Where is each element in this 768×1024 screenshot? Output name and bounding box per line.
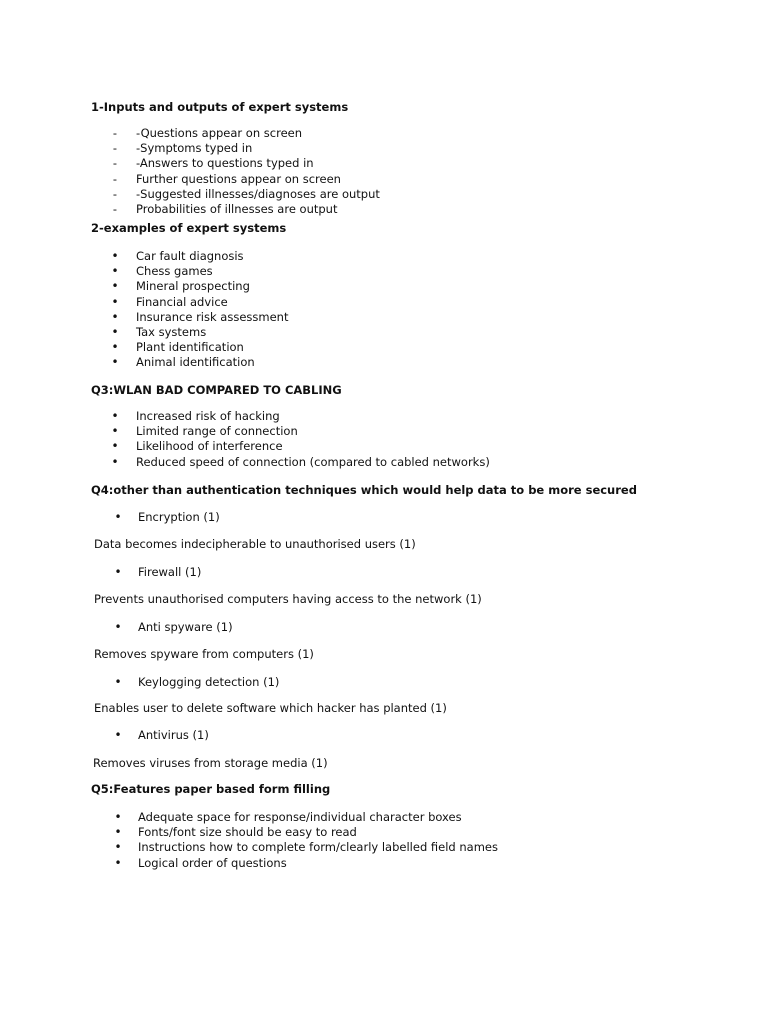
list-item: • Increased risk of hacking [111, 409, 280, 423]
section-1-heading: 1-Inputs and outputs of expert systems [91, 100, 349, 114]
bullet-icon: • [114, 825, 122, 840]
list-item: • Limited range of connection [111, 424, 298, 439]
list-item: • Mineral prospecting [111, 279, 250, 294]
bullet-icon: • [111, 264, 119, 279]
list-item: • Fonts/font size should be easy to read [114, 825, 357, 840]
list-item: - Probabilities of illnesses are output [0, 202, 768, 217]
bullet-icon: • [111, 324, 119, 339]
section-4-heading: Q4:other than authentication techniques which would help data to be more secured [91, 483, 637, 497]
bullet-icon: • [114, 675, 122, 689]
section-1-list [0, 126, 768, 217]
bullet-icon: • [111, 454, 119, 469]
section-2-list [0, 249, 768, 371]
section-4-item-2 [0, 565, 768, 580]
bullet-icon: • [111, 424, 119, 439]
bullet-icon: • [111, 409, 119, 423]
list-item: • Encryption (1) [114, 510, 220, 524]
list-item: • Tax systems [111, 324, 207, 339]
list-item: - Further questions appear on screen [0, 172, 768, 187]
bullet-icon: • [114, 728, 122, 742]
bullet-icon: • [111, 309, 119, 324]
list-item: • Reduced speed of connection (compared to cabled networks) [111, 454, 490, 469]
section-4-explanation-1: Data becomes indecipherable to unauthorised users (1) [94, 537, 416, 551]
bullet-icon: • [111, 439, 119, 454]
bullet-icon: • [111, 340, 119, 355]
bullet-icon: • [114, 810, 122, 824]
list-item: • Chess games [111, 264, 213, 279]
section-5-heading: Q5:Features paper based form filling [91, 782, 331, 796]
bullet-icon: • [111, 279, 119, 294]
bullet-icon: • [111, 249, 119, 263]
list-item: • Logical order of questions [114, 855, 287, 870]
section-3-heading: Q3:WLAN BAD COMPARED TO CABLING [91, 383, 342, 397]
dash-marker: - [112, 186, 118, 201]
section-4-item-5 [0, 728, 768, 743]
bullet-icon: • [111, 355, 119, 370]
section-4-explanation-5: Removes viruses from storage media (1) [93, 756, 328, 770]
section-4-explanation-4: Enables user to delete software which hacker has planted (1) [94, 701, 447, 715]
bullet-icon: • [111, 294, 119, 309]
section-2-heading: 2-examples of expert systems [91, 221, 287, 235]
list-item: • Car fault diagnosis [111, 249, 244, 263]
section-3-list [0, 409, 768, 470]
section-4-explanation-3: Removes spyware from computers (1) [94, 647, 314, 661]
list-item: • Antivirus (1) [114, 728, 209, 742]
bullet-icon: • [114, 565, 122, 579]
section-4-item-3 [0, 620, 768, 635]
list-item: - -Questions appear on screen [0, 126, 768, 141]
list-item: - -Suggested illnesses/diagnoses are output [0, 187, 768, 202]
section-5-list [0, 810, 768, 871]
dash-marker: - [112, 201, 118, 216]
list-item: • Anti spyware (1) [114, 620, 233, 634]
bullet-icon: • [114, 855, 122, 870]
bullet-icon: • [114, 620, 122, 634]
dash-marker: - [112, 171, 118, 186]
section-4-item-1 [0, 510, 768, 525]
list-item: • Animal identification [111, 355, 255, 370]
list-item: • Firewall (1) [114, 565, 202, 579]
dash-marker: - [112, 156, 118, 171]
list-item: • Financial advice [111, 294, 228, 309]
bullet-icon: • [114, 510, 122, 524]
list-item: - -Symptoms typed in [0, 141, 768, 156]
bullet-icon: • [114, 840, 122, 855]
list-item: • Plant identification [111, 340, 244, 355]
section-4-item-4 [0, 675, 768, 690]
dash-marker: - [112, 126, 118, 140]
list-item: • Insurance risk assessment [111, 309, 289, 324]
section-4-explanation-2: Prevents unauthorised computers having access to the network (1) [94, 592, 482, 606]
list-item: • Likelihood of interference [111, 439, 283, 454]
list-item: • Keylogging detection (1) [114, 675, 280, 689]
list-item: - -Answers to questions typed in [0, 156, 768, 171]
dash-marker: - [112, 141, 118, 156]
list-item: • Instructions how to complete form/clearly labelled field names [114, 840, 498, 855]
list-item: • Adequate space for response/individual character boxes [114, 810, 462, 824]
